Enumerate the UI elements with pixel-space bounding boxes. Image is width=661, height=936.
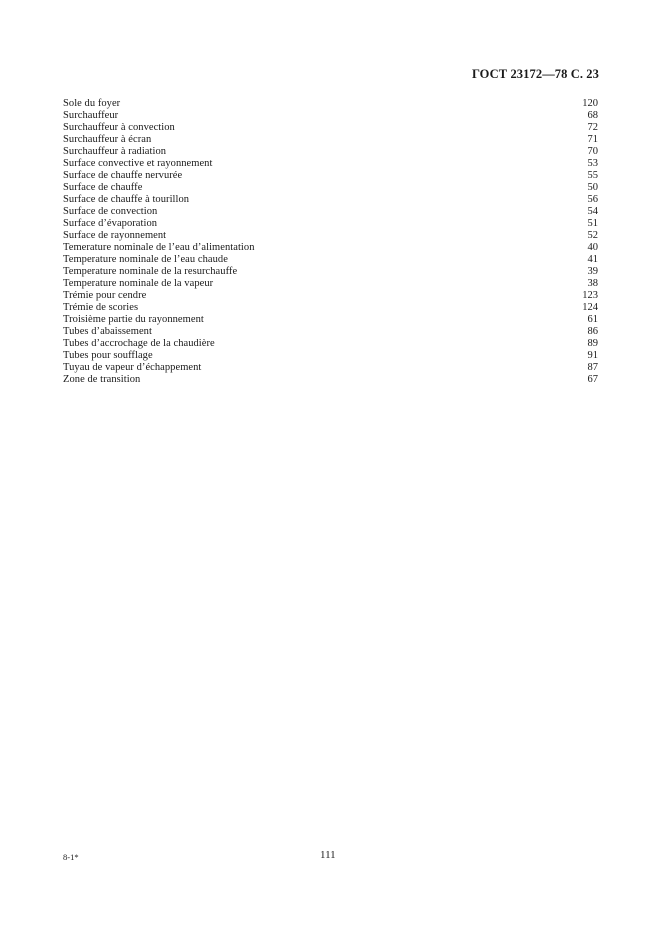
index-page-number: 86 [587,326,598,337]
index-page-number: 52 [587,230,598,241]
page-header-standard-ref: ГОСТ 23172—78 С. 23 [471,67,599,81]
index-page-number: 41 [587,254,598,265]
index-term: Temperature nominale de l’eau chaude [63,254,228,265]
term-index-list [63,98,598,386]
index-page-number: 123 [582,290,598,301]
index-term: Tubes pour soufflage [63,350,153,361]
index-entry [63,146,598,158]
index-page-number: 67 [587,374,598,385]
index-page-number: 38 [587,278,598,289]
index-page-number: 72 [587,122,598,133]
index-term: Temperature nominale de la vapeur [63,278,214,289]
index-term: Surchauffeur à radiation [63,146,167,157]
index-term: Trémie pour cendre [63,290,147,301]
index-page-number: 39 [587,266,598,277]
index-entry [63,338,598,350]
index-page-number: 56 [587,194,598,205]
index-entry [63,98,598,110]
index-term: Tubes d’accrochage de la chaudière [63,338,215,349]
index-term: Temerature nominale de l’eau d’alimentation [63,242,255,253]
footer-page-number: 111 [320,849,336,861]
index-entry [63,278,598,290]
index-page-number: 89 [587,338,598,349]
index-page-number: 40 [587,242,598,253]
index-entry [63,362,598,374]
index-term: Temperature nominale de la resurchauffe [63,266,238,277]
index-entry [63,194,598,206]
index-term: Tubes d’abaissement [63,326,152,337]
index-entry [63,242,598,254]
index-term: Surface de chauffe [63,182,143,193]
footer-signature-mark: 8-1* [63,852,79,862]
index-entry [63,170,598,182]
index-page-number: 87 [587,362,598,373]
index-term: Surface d’évaporation [63,218,158,229]
index-term: Trémie de scories [63,302,139,313]
index-entry [63,290,598,302]
index-term: Zone de transition [63,374,141,385]
index-page-number: 55 [587,170,598,181]
index-page-number: 61 [587,314,598,325]
index-page-number: 50 [587,182,598,193]
index-entry [63,350,598,362]
index-entry [63,254,598,266]
index-term: Surface de convection [63,206,158,217]
index-page-number: 53 [587,158,598,169]
index-page-number: 70 [587,146,598,157]
index-term: Surchauffeur [63,110,119,121]
index-entry [63,266,598,278]
index-entry [63,110,598,122]
index-term: Troisième partie du rayonnement [63,314,204,325]
index-entry [63,158,598,170]
index-page-number: 54 [587,206,598,217]
index-term: Surchauffeur à convection [63,122,175,133]
index-term: Surchauffeur à écran [63,134,152,145]
index-entry [63,122,598,134]
index-entry [63,302,598,314]
index-entry [63,374,598,386]
index-term: Surface convective et rayonnement [63,158,213,169]
index-page-number: 68 [587,110,598,121]
index-entry [63,218,598,230]
index-term: Surface de rayonnement [63,230,167,241]
index-page-number: 71 [587,134,598,145]
index-term: Tuyau de vapeur d’échappement [63,362,202,373]
index-page-number: 51 [587,218,598,229]
index-term: Surface de chauffe à tourillon [63,194,190,205]
index-term: Surface de chauffe nervurée [63,170,183,181]
index-entry [63,206,598,218]
index-entry [63,314,598,326]
index-entry [63,230,598,242]
index-page-number: 124 [582,302,598,313]
index-page-number: 91 [587,350,598,361]
index-entry [63,134,598,146]
index-page-number: 120 [582,98,598,109]
index-entry [63,182,598,194]
index-entry [63,326,598,338]
index-term: Sole du foyer [63,98,121,109]
